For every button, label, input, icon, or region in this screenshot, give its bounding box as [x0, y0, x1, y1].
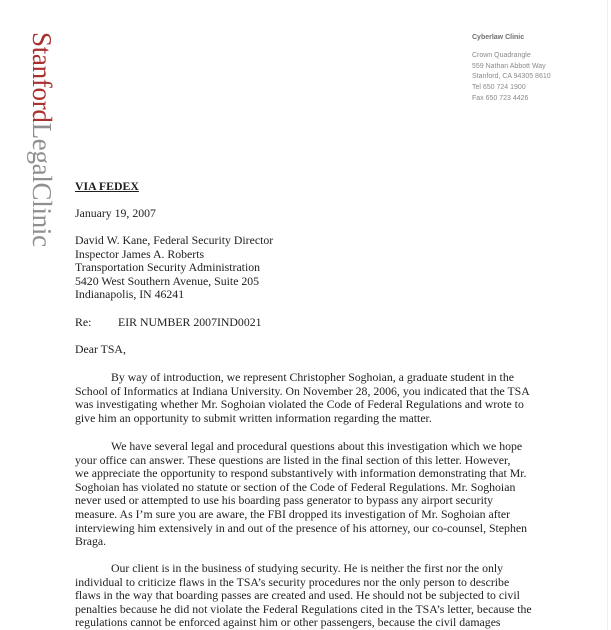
clinic-name: Cyberlaw Clinic	[472, 34, 525, 41]
page-edge-divider	[607, 0, 608, 630]
subject-line	[75, 316, 262, 330]
recipient-line: Indianapolis, IN 46241	[75, 287, 185, 302]
paragraph-line: School of Informatics at Indiana University. On November 28, 2006, you indicated that the TSA	[75, 383, 530, 398]
clinic-phone: Tel 650 724 1900	[472, 84, 526, 92]
clinic-fax: Fax 650 723 4426	[472, 94, 529, 102]
paragraph-client-background	[75, 562, 605, 630]
recipient-address	[75, 234, 273, 302]
paragraph-line: Our client is in the business of studying security. He is neither the first nor the only	[111, 561, 504, 575]
paragraph-line: Braga.	[75, 534, 107, 549]
paragraph-line: By way of introduction, we represent Christopher Soghoian, a graduate student in the	[111, 370, 514, 384]
paragraph-line: We have several legal and procedural questions about this investigation which we hope	[111, 439, 523, 453]
recipient-line: Inspector James A. Roberts	[75, 246, 205, 261]
subject-label: Re:	[75, 315, 92, 329]
paragraph-line: give him an opportunity to submit written information regarding the matter.	[75, 410, 432, 425]
logo-legal-clinic-text: LegalClinic	[27, 122, 57, 247]
paragraph-line: Soghoian has violated no statute or section of the Code of Federal Regulations. Mr. Soghoian	[75, 479, 516, 494]
paragraph-line: penalties because he did not violate the Federal Regulations cited in the TSA’s letter, because the	[75, 601, 532, 616]
paragraph-line: measure. As I’m sure you are aware, the FBI dropped its investigation of Mr. Soghoian after	[75, 506, 511, 521]
clinic-letterhead	[472, 33, 551, 105]
paragraph-line: regulations cannot be enforced against him or other passengers, because the civil damages	[75, 615, 501, 630]
clinic-address-line: Stanford, CA 94305 8610	[472, 73, 551, 81]
paragraph-line: your office can answer. These questions are listed in the final section of this letter. However,	[75, 452, 511, 467]
stanford-legal-clinic-logo	[28, 32, 58, 282]
paragraph-line: flaws in the way that boarding passes are created and used. He should not be subjected to civil	[75, 588, 520, 603]
paragraph-line: interviewing him extensively in and out of the presence of his attorney, our co-counsel, Stephen	[75, 520, 527, 535]
clinic-address-line: 559 Nathan Abbott Way	[472, 62, 546, 70]
paragraph-line: never used or attempted to use his boarding pass generator to bypass any airport security	[75, 493, 494, 508]
recipient-line: 5420 West Southern Avenue, Suite 205	[75, 273, 260, 288]
salutation: Dear TSA,	[75, 342, 126, 356]
letter-date: January 19, 2007	[75, 206, 156, 220]
subject-value: EIR NUMBER 2007IND0021	[118, 315, 262, 329]
recipient-line: Transportation Security Administration	[75, 260, 261, 275]
delivery-method: VIA FEDEX	[75, 179, 139, 193]
paragraph-line: was investigating whether Mr. Soghoian violated the Code of Federal Regulations and wrote to	[75, 397, 524, 412]
paragraph-introduction	[75, 371, 605, 425]
logo-stanford-text: Stanford	[27, 32, 57, 123]
recipient-line: David W. Kane, Federal Security Director	[75, 233, 274, 247]
paragraph-line: individual to criticize flaws in the TSA’s security procedures nor the only person to describe	[75, 574, 510, 589]
paragraph-questions	[75, 440, 605, 549]
paragraph-line: we appreciate the opportunity to respond substantively with information demonstrating that Mr.	[75, 466, 527, 481]
clinic-address-line: Crown Quadrangle	[472, 51, 531, 59]
